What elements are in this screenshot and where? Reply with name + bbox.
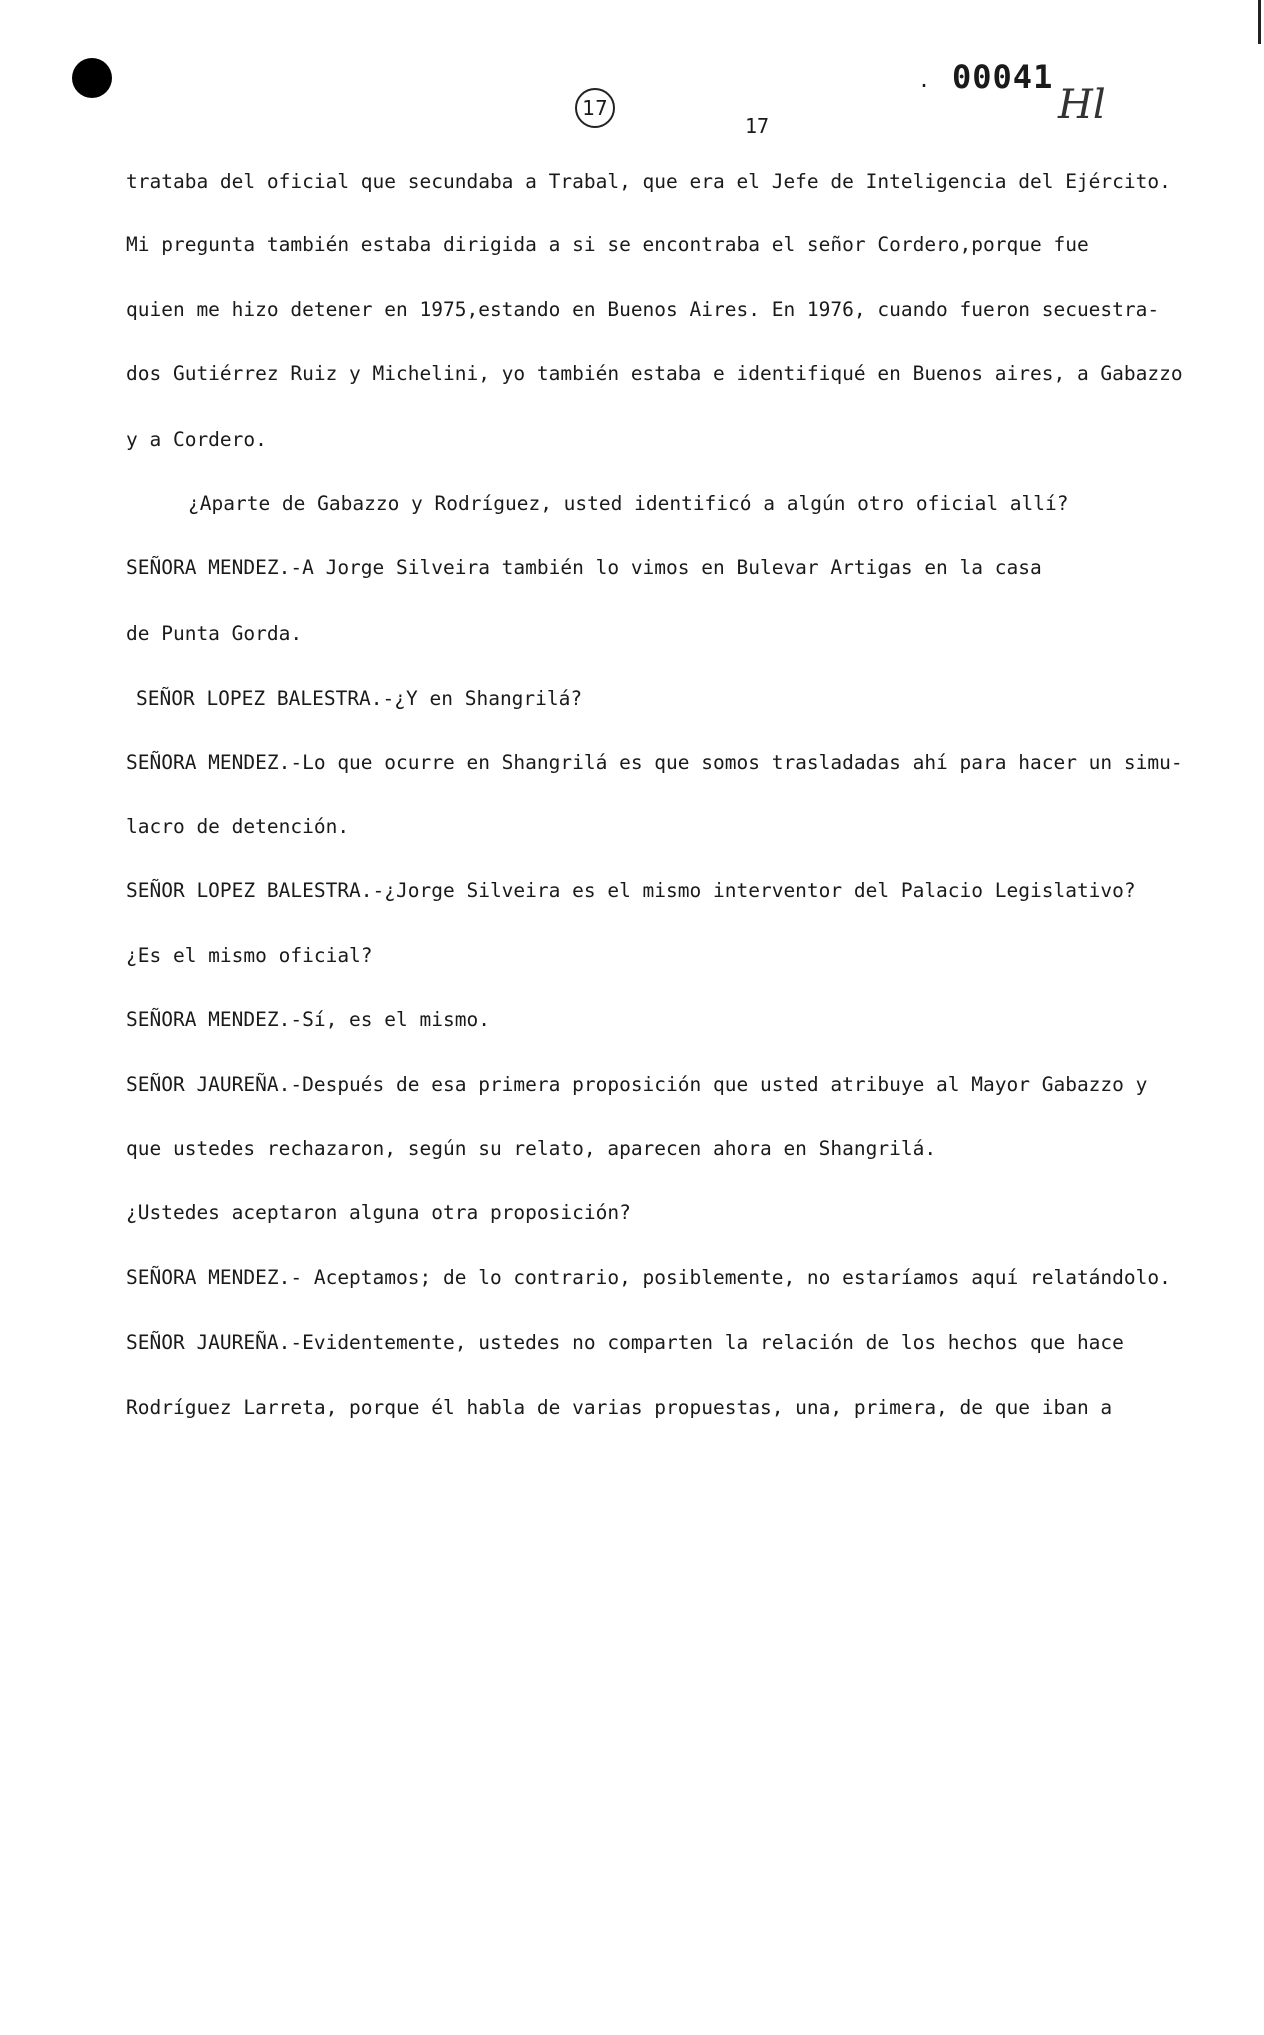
text-line: Rodríguez Larreta, porque él habla de varias propuestas, una, primera, de que iban a	[126, 1396, 1113, 1419]
document-number-dot: .	[918, 68, 931, 92]
text-line: ¿Aparte de Gabazzo y Rodríguez, usted identificó a algún otro oficial allí?	[188, 492, 1069, 515]
speaker-line: SEÑOR JAUREÑA.-Evidentemente, ustedes no comparten la relación de los hechos que hace	[126, 1331, 1124, 1354]
handwritten-initials: Hl	[1058, 82, 1106, 128]
speaker-line: SEÑORA MENDEZ.-A Jorge Silveira también lo vimos en Bulevar Artigas en la casa	[126, 556, 1042, 579]
speaker-line: SEÑORA MENDEZ.- Aceptamos; de lo contrario, posiblemente, no estaríamos aquí relatándolo.	[126, 1266, 1171, 1289]
text-line: dos Gutiérrez Ruiz y Michelini, yo también estaba e identifiqué en Buenos aires, a Gabazzo	[126, 362, 1183, 385]
text-line: Mi pregunta también estaba dirigida a si se encontraba el señor Cordero,porque fue	[126, 233, 1089, 256]
text-line: y a Cordero.	[126, 428, 267, 451]
text-line: lacro de detención.	[126, 815, 350, 838]
speaker-line: SEÑORA MENDEZ.-Lo que ocurre en Shangrilá es que somos trasladadas ahí para hacer un simu-	[126, 751, 1183, 774]
document-number: 00041	[952, 58, 1054, 96]
speaker-line: SEÑOR JAUREÑA.-Después de esa primera proposición que usted atribuye al Mayor Gabazzo y	[126, 1073, 1148, 1096]
text-line: que ustedes rechazaron, según su relato, aparecen ahora en Shangrilá.	[126, 1137, 937, 1160]
text-line: de Punta Gorda.	[126, 622, 303, 645]
text-line: ¿Ustedes aceptaron alguna otra proposición?	[126, 1201, 631, 1224]
page-number: 17	[745, 114, 770, 138]
page-edge-mark	[1258, 0, 1261, 44]
circled-page-stamp: 17	[575, 88, 615, 128]
text-line: ¿Es el mismo oficial?	[126, 944, 373, 967]
speaker-line: SEÑOR LOPEZ BALESTRA.-¿Y en Shangrilá?	[136, 687, 583, 710]
text-line: trataba del oficial que secundaba a Trabal, que era el Jefe de Inteligencia del Ejército.	[126, 170, 1171, 193]
punch-hole-mark	[72, 58, 112, 98]
speaker-line: SEÑOR LOPEZ BALESTRA.-¿Jorge Silveira es el mismo interventor del Palacio Legislativo?	[126, 879, 1136, 902]
speaker-line: SEÑORA MENDEZ.-Sí, es el mismo.	[126, 1008, 490, 1031]
text-line: quien me hizo detener en 1975,estando en Buenos Aires. En 1976, cuando fueron secuestra-	[126, 298, 1160, 321]
